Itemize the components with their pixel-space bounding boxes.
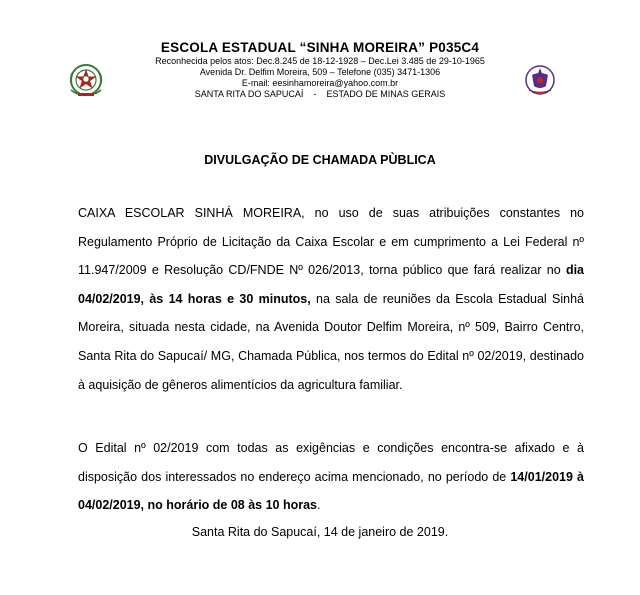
paragraph-2-text-a: O Edital nº 02/2019 com todas as exigências e condições encontra-se afixado e à disposição dos interessados no endereço acima mencionado, no período de [78, 441, 584, 484]
edital-paragraph [78, 434, 584, 520]
paragraph-1-text-b: na sala de reuniões da Escola Estadual Sinhá Moreira, situada nesta cidade, na Avenida Doutor Delfim Moreira, nº 509, Bairro Centro, Santa Rita do Sapucaí/ MG, Chamada Pública, nos termos do Edital nº 02/2019, destinado à aquisição de gêneros alimentícios da agricultura familiar. [78, 291, 585, 392]
announcement-paragraph [78, 199, 584, 399]
meeting-date-text: dia 04/02/2019, às 14 horas e 30 minutos, [78, 263, 584, 306]
school-name: ESCOLA ESTADUAL “SINHA MOREIRA” P035C4 [160, 40, 480, 55]
recognition-text: Reconhecida pelos atos: Dec.8.245 de 18-12-1928 – Dec.Lei 3.485 de 29-10-1965 [155, 56, 485, 66]
school-emblem-icon [522, 62, 558, 98]
paragraph-2-text-b: . [317, 498, 321, 513]
city-text: SANTA RITA DO SAPUCAÍ [194, 89, 304, 99]
paragraph-1-text-a: CAIXA ESCOLAR SINHÁ MOREIRA, no uso de suas atribuições constantes no Regulamento Próprio de Licitação da Caixa Escolar e em cumprimento a Lei Federal nº 11.947/2009 e Resolução CD/FNDE Nº 026/2013, torna público que fará realizar no [78, 206, 584, 278]
city-state-line [150, 89, 490, 100]
email-text: E-mail: eesinhamoreira@yahoo.com.br [241, 78, 399, 88]
coat-of-arms-icon [66, 60, 106, 100]
availability-period-text: 14/01/2019 à 04/02/2019, no horário de 08 às 10 horas [78, 469, 584, 513]
state-text: ESTADO DE MINAS GERAIS [326, 89, 446, 99]
school-header [150, 40, 490, 100]
document-title: DIVULGAÇÃO DE CHAMADA PÙBLICA [204, 153, 436, 167]
address-text: Avenida Dr. Delfim Moreira, 509 – Telefone (035) 3471-1306 [199, 67, 441, 77]
separator-text: - [313, 89, 317, 99]
place-date-closing: Santa Rita do Sapucaí, 14 de janeiro de 2019. [191, 525, 449, 539]
